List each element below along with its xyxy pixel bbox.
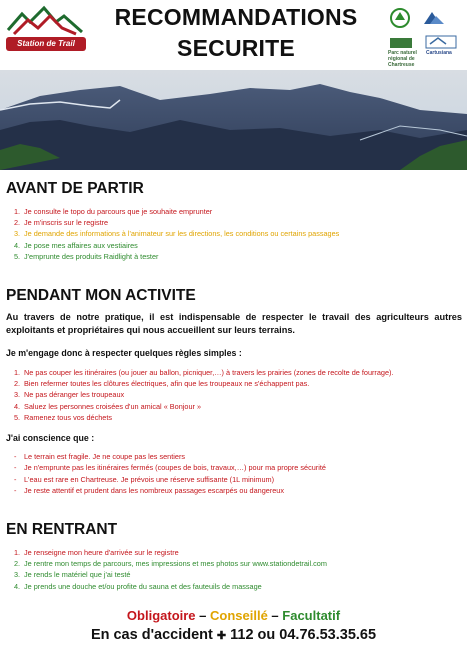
station-de-trail-logo	[4, 4, 86, 48]
list-item: - Le terrain est fragile. Je ne coupe pas les sentiers	[14, 452, 186, 461]
pendant-engage: Je m'engage donc à respecter quelques règles simples :	[6, 348, 242, 358]
header	[0, 0, 467, 70]
list-item: - Je n'emprunte pas les itinéraires fermés (coupes de bois, travaux,…) pour ma propre sécurité	[14, 463, 326, 473]
legend-facultatif: Facultatif	[282, 608, 341, 623]
logo-text: Station de Trail	[6, 37, 86, 51]
aware-list	[14, 451, 326, 496]
mountain-banner-image	[0, 70, 467, 170]
mountain-photo-icon	[0, 70, 467, 170]
partner-label-1: Parc naturel régional de Chartreuse	[388, 50, 417, 68]
pendant-intro: Au travers de notre pratique, il est indispensable de respecter le travail des agriculteurs autres exploitants et propriétaires qui nous accueillent sur leurs terrains.	[6, 312, 462, 335]
mountain-logo-icon	[4, 4, 86, 38]
list-item: 5. J'emprunte des produits Raidlight à tester	[14, 251, 159, 261]
legend-separator: –	[195, 608, 211, 623]
partner-logos	[388, 6, 464, 68]
emergency-prefix: En cas d'accident	[90, 627, 213, 643]
list-item: 2. Je rentre mon temps de parcours, mes impressions et mes photos sur www.stationdetrail.com	[14, 559, 327, 569]
section-heading-rentrant: EN RENTRANT	[6, 521, 118, 538]
legend-separator: –	[267, 608, 283, 623]
partner-label-2: Cartusiana	[426, 50, 452, 56]
list-item: - Je reste attentif et prudent dans les nombreux passages escarpés ou dangereux	[14, 485, 285, 495]
title-line-2: SECURITE	[177, 35, 295, 61]
list-item: 4. Je pose mes affaires aux vestiaires	[14, 240, 138, 250]
list-item: 3. Je demande des informations à l'animateur sur les directions, les conditions ou certains passages	[14, 229, 340, 239]
list-item: 5. Ramenez tous vos déchets	[14, 412, 113, 422]
avant-list	[14, 206, 339, 262]
rules-list	[14, 367, 394, 423]
section-heading-avant: AVANT DE PARTIR	[6, 180, 144, 197]
list-item: - L'eau est rare en Chartreuse. Je prévois une réserve suffisante (1L minimum)	[14, 474, 275, 484]
list-item: 4. Saluez les personnes croisées d'un amical « Bonjour »	[14, 401, 202, 411]
list-item: 4. Je prends une douche et/ou profite du sauna et des fauteuils de massage	[14, 581, 262, 591]
list-item: 2. Bien refermer toutes les clôtures électriques, afin que les troupeaux ne s'échappent pas.	[14, 379, 310, 389]
emergency-line	[0, 627, 467, 643]
emergency-numbers: 112 ou 04.76.53.35.65	[230, 627, 377, 643]
title-line-1: RECOMMANDATIONS	[114, 4, 358, 30]
arrow-icon: ✚	[216, 630, 227, 642]
legend-obligatoire: Obligatoire	[126, 608, 196, 623]
list-item: 1. Je renseigne mon heure d'arrivée sur le registre	[14, 548, 179, 557]
list-item: 1. Je consulte le topo du parcours que je souhaite emprunter	[14, 207, 213, 216]
section-heading-pendant: PENDANT MON ACTIVITE	[6, 287, 196, 304]
list-item: 3. Je rends le matériel que j'ai testé	[14, 570, 131, 580]
list-item: 2. Je m'inscris sur le registre	[14, 218, 109, 228]
page-title	[98, 2, 374, 64]
legend	[0, 608, 467, 623]
list-item: 1. Ne pas couper les itinéraires (ou jouer au ballon, picniquer,…) à travers les prairies (zones de recolte de fourrage).	[14, 368, 394, 377]
pendant-conscience: J'ai conscience que :	[6, 433, 95, 443]
list-item: 3. Ne pas déranger les troupeaux	[14, 390, 125, 400]
rentrant-list	[14, 547, 327, 592]
legend-conseille: Conseillé	[210, 608, 268, 623]
